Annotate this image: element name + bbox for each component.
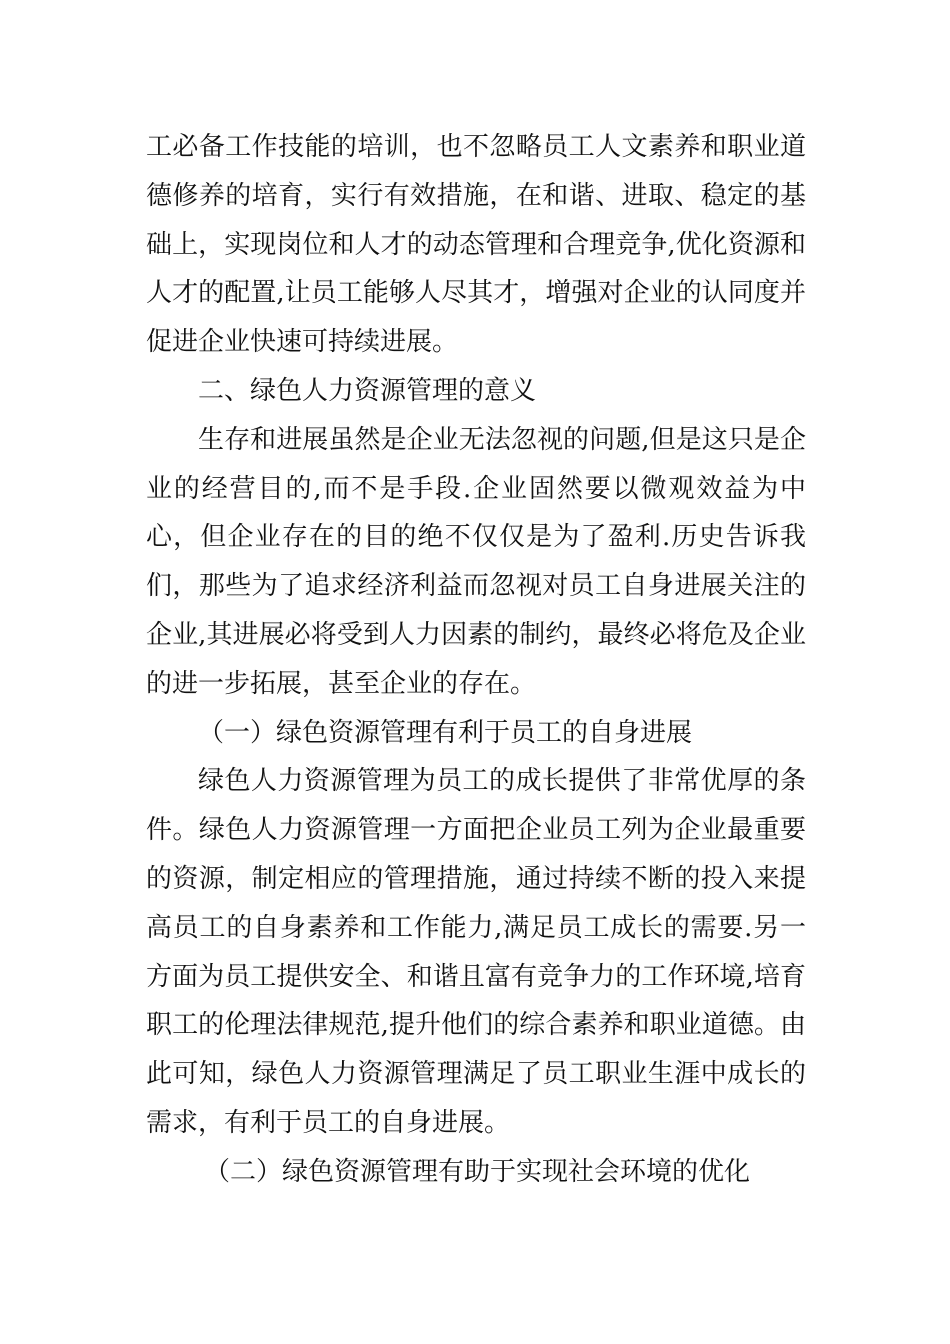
paragraph-significance: 生存和进展虽然是企业无法忽视的问题,但是这只是企业的经营目的,而不是手段.企业固然要以微观效益为中心，但企业存在的目的绝不仅仅是为了盈利.历史告诉我们，那些为了追求经济利益而忽视对员工自身进展关注的企业,其进展必将受到人力因素的制约，最终必将危及企业的进一步拓展，甚至企业的存在。 <box>146 424 806 699</box>
section-heading: 二、绿色人力资源管理的意义 <box>198 375 537 406</box>
paragraph-continuation: 工必备工作技能的培训，也不忽略员工人文素养和职业道德修养的培育，实行有效措施，在和谐、进取、稳定的基础上，实现岗位和人才的动态管理和合理竞争,优化资源和人才的配置,让员工能够人尽其才，增强对企业的认同度并促进企业快速可持续进展。 <box>146 132 806 358</box>
document-body <box>146 123 806 1197</box>
subsection-heading-1: （一）绿色资源管理有利于员工的自身进展 <box>198 717 693 748</box>
subsection-heading-2: （二）绿色资源管理有助于实现社会环境的优化 <box>204 1156 751 1187</box>
paragraph-employee-development: 绿色人力资源管理为员工的成长提供了非常优厚的条件。绿色人力资源管理一方面把企业员工列为企业最重要的资源，制定相应的管理措施，通过持续不断的投入来提高员工的自身素养和工作能力,满足员工成长的需要.另一方面为员工提供安全、和谐且富有竞争力的工作环境,培育职工的伦理法律规范,提升他们的综合素养和职业道德。由此可知，绿色人力资源管理满足了员工职业生涯中成长的需求，有利于员工的自身进展。 <box>146 766 806 1138</box>
